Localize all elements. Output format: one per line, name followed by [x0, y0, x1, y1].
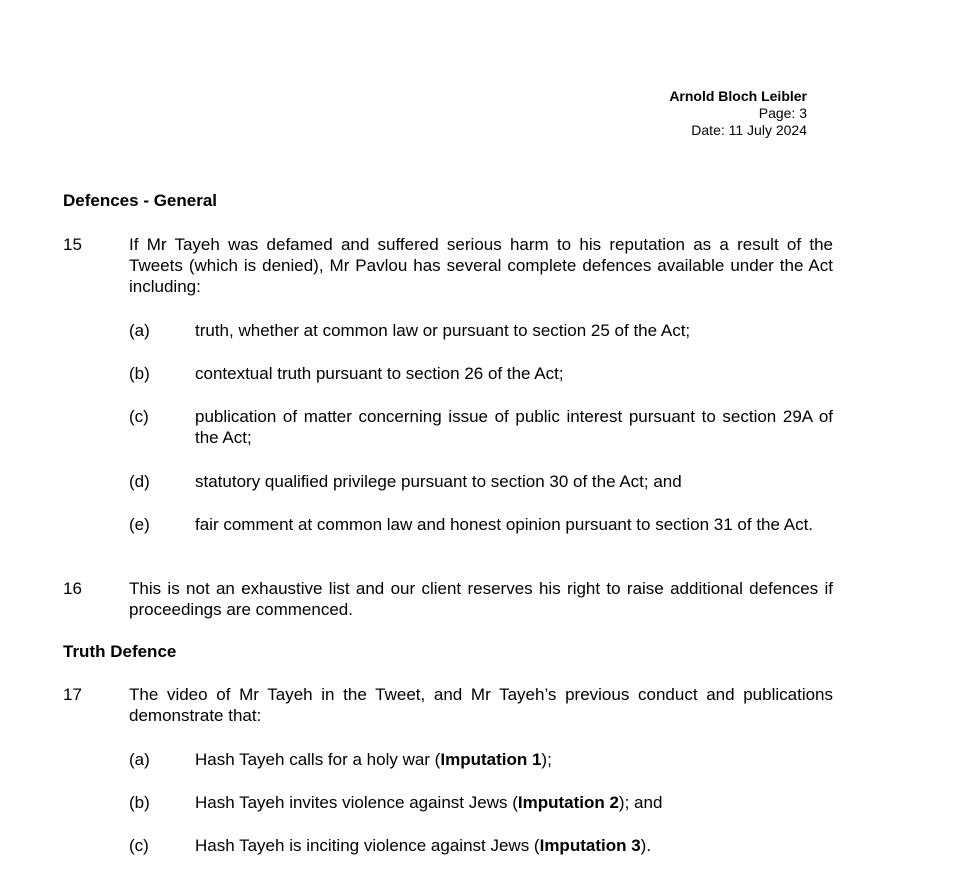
item-letter: (b)	[129, 793, 150, 812]
paragraph-number: 15	[63, 235, 82, 254]
list-item	[129, 835, 833, 856]
item-letter: (e)	[129, 515, 150, 534]
imputation-label: Imputation 1	[440, 750, 542, 769]
paragraph-number: 16	[63, 579, 82, 598]
imputation-label: Imputation 3	[539, 836, 641, 855]
item-letter: (c)	[129, 407, 149, 426]
list-item	[129, 792, 833, 813]
paragraph-16	[63, 578, 833, 620]
item-letter: (a)	[129, 750, 150, 769]
list-item	[129, 363, 833, 384]
letter-header	[669, 88, 807, 139]
paragraph-17	[63, 684, 833, 726]
paragraph-15	[63, 234, 833, 297]
list-item	[129, 320, 833, 341]
heading-truth-defence: Truth Defence	[63, 642, 177, 661]
imputation-label: Imputation 2	[517, 793, 619, 812]
paragraph-text: The video of Mr Tayeh in the Tweet, and Mr Tayeh’s previous conduct and publications demonstrate that:	[129, 685, 833, 725]
page-number: Page: 3	[758, 105, 807, 121]
letter-date: Date: 11 July 2024	[691, 122, 807, 138]
list-item	[129, 514, 833, 535]
paragraph-number: 17	[63, 685, 82, 704]
item-text: Hash Tayeh calls for a holy war (Imputation 1);	[195, 750, 552, 769]
item-text: statutory qualified privilege pursuant to section 30 of the Act; and	[195, 472, 682, 491]
item-letter: (a)	[129, 321, 150, 340]
item-text: Hash Tayeh is inciting violence against Jews (Imputation 3).	[195, 836, 652, 855]
paragraph-text: If Mr Tayeh was defamed and suffered serious harm to his reputation as a result of the Tweets (which is denied), Mr Pavlou has several complete defences available under the Act including:	[129, 235, 833, 296]
item-text: contextual truth pursuant to section 26 of the Act;	[195, 364, 564, 383]
item-letter: (c)	[129, 836, 149, 855]
item-text: fair comment at common law and honest opinion pursuant to section 31 of the Act.	[195, 515, 814, 534]
item-text: truth, whether at common law or pursuant to section 25 of the Act;	[195, 321, 691, 340]
list-item	[129, 406, 833, 448]
list-item	[129, 749, 833, 770]
item-text: Hash Tayeh invites violence against Jews (Imputation 2); and	[195, 793, 663, 812]
heading-defences-general: Defences - General	[63, 191, 218, 210]
paragraph-text: This is not an exhaustive list and our client reserves his right to raise additional defences if proceedings are commenced.	[129, 579, 833, 619]
firm-name: Arnold Bloch Leibler	[669, 88, 807, 104]
item-text: publication of matter concerning issue of public interest pursuant to section 29A of the Act;	[195, 407, 833, 447]
item-letter: (d)	[129, 472, 150, 491]
list-item	[129, 471, 833, 492]
item-letter: (b)	[129, 364, 150, 383]
